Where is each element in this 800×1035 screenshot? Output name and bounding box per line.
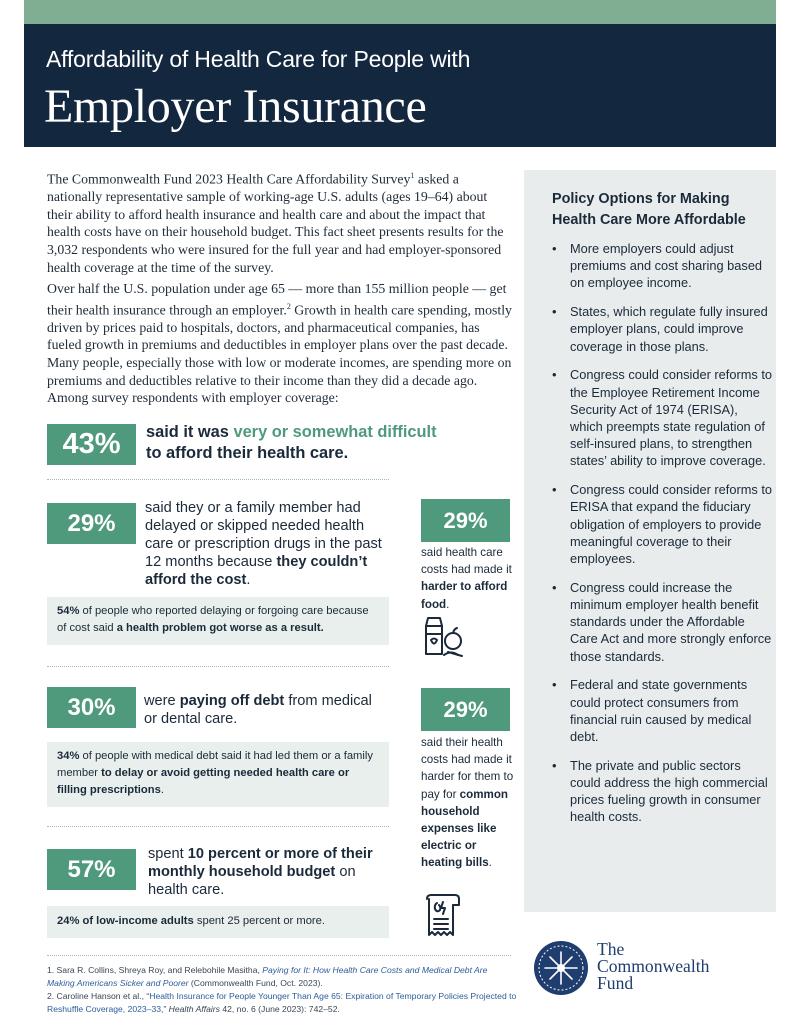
stat-29-delayed-badge: 29% — [47, 503, 136, 544]
stat-43-text: said it was very or somewhat difficult to afford their health care. — [146, 423, 437, 462]
note-24-percent: 24% of low-income adults spent 25 percent or more. — [47, 906, 389, 938]
page-title: Employer Insurance — [44, 80, 427, 133]
stat-30-debt-badge: 30% — [47, 687, 136, 728]
commonwealth-fund-logo-text: The Commonwealth Fund — [597, 939, 710, 993]
top-color-band — [24, 0, 776, 24]
intro-paragraph-2: Over half the U.S. population under age 65 — more than 155 million people — get their health insurance through an employer.$^2$ Growth in health care spending, mostly driven by prices paid to hospitals, doctors, and pharmaceutical companies, has fueled growth in premiums and deductibles in employer plans over the past decade. Many people, especially those with low or moderate incomes, are spending more on premiums and deductibles relative to their income than they did a decade ago. Among survey respondents with employer coverage: — [47, 281, 512, 406]
stat-29-bills-text: said their health costs had made it harder for them to pay for common household expenses like electric or heating bills. — [421, 736, 514, 870]
stat-57-budget-text: spent 10 percent or more of their monthly household budget on health care. — [148, 846, 373, 898]
stat-29-food-badge: 29% — [421, 499, 510, 542]
policy-item: • More employers could adjust premiums and cost sharing based on employee income. — [552, 240, 772, 292]
policy-options-sidebar — [524, 170, 776, 912]
stat-43-badge: 43% — [47, 424, 136, 465]
stat-29-delayed-text: said they or a family member had delayed or skipped needed health care or prescription drugs in the past 12 months because they couldn’t afford the cost. — [145, 500, 382, 588]
policy-item: • Federal and state governments could protect consumers from financial ruin caused by medical debt. — [552, 676, 772, 745]
sidebar-title: Policy Options for Making Health Care More Affordable — [552, 191, 746, 228]
note-34-percent: 34% of people with medical debt said it had led them or a family member to delay or avoid getting needed health care or filling prescriptions. — [47, 742, 389, 807]
footnote-1: 1. Sara R. Collins, Shreya Roy, and Relebohile Masitha, Paying for It: How Health Care Costs and Medical Debt Are Making Americans Sicker and Poorer (Commonwealth Fund, Oct. 2023). — [47, 965, 488, 989]
policy-item: • Congress could consider reforms to ERISA that expand the fiduciary obligation of employers to provide meaningful coverage to their employees. — [552, 481, 772, 567]
policy-item: • The private and public sectors could address the high commercial prices fueling growth in consumer health costs. — [552, 757, 772, 826]
divider — [47, 479, 389, 480]
policy-item: • Congress could consider reforms to the Employee Retirement Income Security Act of 1974 (ERISA), which preempts state regulation of self-insured plans, to strengthen states’ ability to improve coverage. — [552, 366, 772, 469]
note-54-percent: 54% of people who reported delaying or forgoing care because of cost said a health problem got worse as a result. — [47, 597, 389, 645]
policy-item: • Congress could increase the minimum employer health benefit standards under the Affordable Care Act and more strongly enforce those standards. — [552, 579, 772, 665]
intro-paragraph-1: The Commonwealth Fund 2023 Health Care Affordability Survey$^1$ asked a nationally representative sample of working-age U.S. adults (ages 19–64) about their ability to afford health insurance and health care and about the impact that health costs have on their household budget. This fact sheet presents results for the 3,032 respondents who were insured for the full year and had employer-sponsored health coverage at the time of the survey. — [47, 171, 504, 275]
page-subtitle: Affordability of Health Care for People with — [46, 46, 471, 72]
footnote-2-link[interactable]: Health Insurance for People Younger Than Age 65: Expiration of Temporary Policies Projected to Reshuffle Coverage, 2023–33 — [47, 991, 517, 1015]
stat-57-budget-badge: 57% — [47, 849, 136, 890]
footnote-ref-1[interactable]: 1 — [410, 171, 415, 180]
divider — [47, 666, 389, 667]
divider — [47, 826, 389, 827]
policy-options-list — [552, 240, 772, 837]
footnote-divider — [47, 955, 511, 956]
bill-icon — [423, 893, 463, 939]
commonwealth-fund-logo-icon — [533, 940, 589, 996]
stat-29-food-text: said health care costs had made it harder to afford food. — [421, 546, 512, 611]
page-header — [24, 24, 776, 147]
footnotes — [47, 964, 517, 1016]
stat-29-bills-badge: 29% — [421, 688, 510, 731]
footnote-1-link[interactable]: Paying for It: How Health Care Costs and Medical Debt Are Making Americans Sicker and Poorer — [47, 965, 488, 989]
footnote-2: 2. Caroline Hanson et al., “Health Insurance for People Younger Than Age 65: Expiration of Temporary Policies Projected to Reshuffle Coverage, 2023–33,” Health Affairs 42, no. 6 (June 2023): 742–52. — [47, 991, 517, 1015]
grocery-icon — [420, 614, 466, 660]
stat-30-debt-text: were paying off debt from medical or dental care. — [144, 693, 372, 727]
footnote-ref-2[interactable]: 2 — [286, 301, 291, 311]
policy-item: • States, which regulate fully insured employer plans, could improve coverage in those plans. — [552, 303, 772, 355]
